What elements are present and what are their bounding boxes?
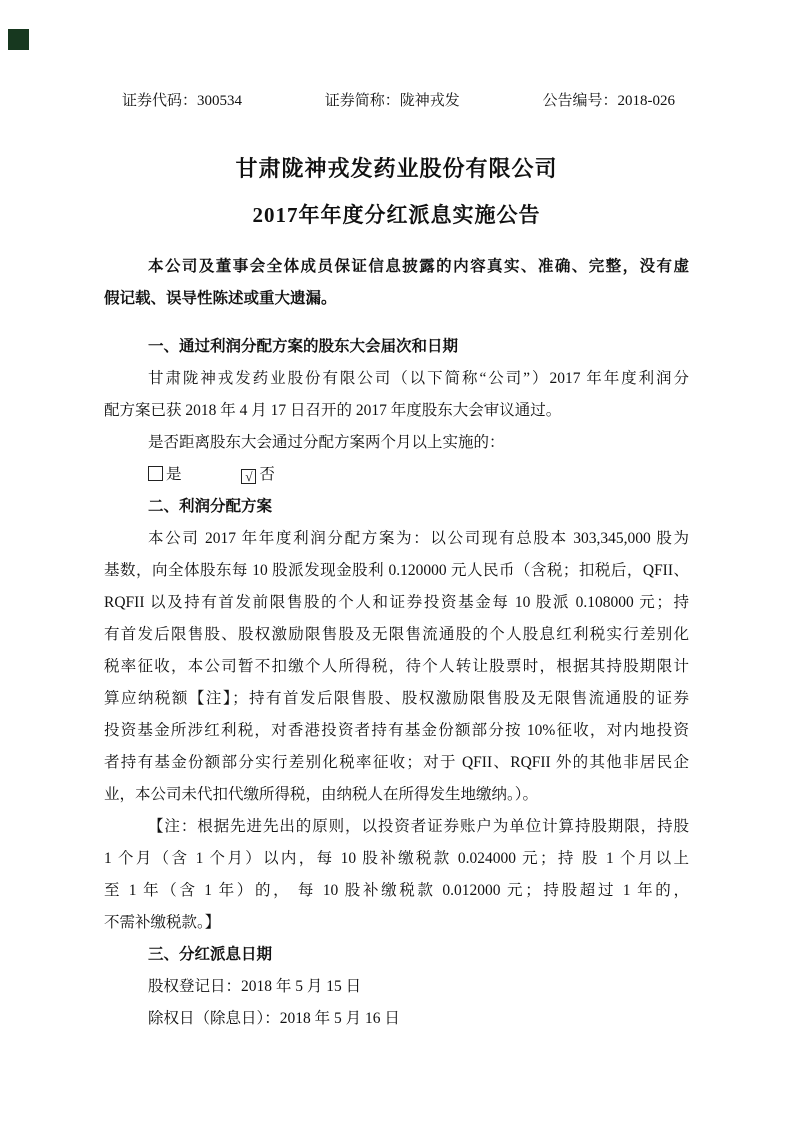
- text-line: 甘肃陇神戎发药业股份有限公司（以下简称“公司”）2017 年年度利润分: [148, 370, 689, 387]
- document-header: [104, 90, 689, 112]
- section2-heading: 二、利润分配方案: [148, 498, 273, 515]
- checkbox-no-checked: √: [241, 469, 256, 484]
- text-line: 算应纳税额【注】；持有首发后限售股、股权激励限售股及无限售流通股的证券: [104, 690, 689, 707]
- checkbox-yes-unchecked: [148, 466, 163, 481]
- question-line: 是否距离股东大会通过分配方案两个月以上实施的：: [148, 434, 505, 451]
- text-line: 业，本公司未代扣代缴所得税，由纳税人在所得发生地缴纳。）。: [104, 786, 539, 803]
- ex-dividend-date-line: 除权日（除息日）：2018 年 5 月 16 日: [148, 1010, 400, 1027]
- text-line: 1 个月（含 1 个月）以内，每 10 股补缴税款 0.024000 元；持 股 1 个月以上: [104, 850, 689, 867]
- text-line: 本公司 2017 年年度利润分配方案为：以公司现有总股本 303,345,000 股为: [148, 530, 689, 547]
- text-line: 有首发后限售股、股权激励限售股及无限售流通股的个人股息红利税实行差别化: [104, 626, 689, 643]
- text-line: 配方案已获 2018 年 4 月 17 日召开的 2017 年度股东大会审议通过。: [104, 402, 562, 419]
- section2-paragraph: [104, 523, 689, 811]
- company-title: 甘肃陇神戎发药业股份有限公司: [235, 156, 558, 181]
- checkbox-option-no: [241, 459, 275, 491]
- stock-code: 证券代码：300534: [122, 93, 243, 109]
- text-line: 基数，向全体股东每 10 股派发现金股利 0.120000 元人民币（含税；扣税后，QFII、: [104, 562, 689, 579]
- text-line: 【注：根据先进先出的原则，以投资者证券账户为单位计算持股期限，持股: [148, 818, 689, 835]
- announcement-title: 2017年年度分红派息实施公告: [252, 203, 541, 227]
- record-date-line: 股权登记日：2018 年 5 月 15 日: [148, 978, 362, 995]
- section1-paragraph: [104, 363, 689, 427]
- text-line: 税率征收，本公司暂不扣缴个人所得税，待个人转让股票时，根据其持股期限计: [104, 658, 689, 675]
- corner-marker: [8, 29, 29, 50]
- section1-heading: 一、通过利润分配方案的股东大会届次和日期: [148, 338, 459, 355]
- checkbox-row: [104, 459, 689, 491]
- section3-heading: 三、分红派息日期: [148, 946, 273, 963]
- declaration-paragraph: [104, 251, 689, 315]
- text-line: 者持有基金份额部分实行差别化税率征收；对于 QFII、RQFII 外的其他非居民企: [104, 754, 689, 771]
- text-line: 投资基金所涉红利税，对香港投资者持有基金份额部分按 10%征收，对内地投资: [104, 722, 689, 739]
- text-line: 假记载、误导性陈述或重大遗漏。: [104, 290, 337, 307]
- text-line: 本公司及董事会全体成员保证信息披露的内容真实、准确、完整，没有虚: [148, 258, 689, 275]
- checkbox-option-yes: [148, 459, 182, 491]
- announcement-number: 公告编号：2018-026: [542, 93, 675, 109]
- text-line: 不需补缴税款。】: [104, 914, 221, 931]
- checkbox-yes-label: 是: [166, 466, 182, 483]
- stock-short-name: 证券简称：陇神戎发: [324, 93, 460, 109]
- title-block: [104, 146, 689, 239]
- section2-note-paragraph: [104, 811, 689, 939]
- checkbox-no-label: 否: [259, 466, 275, 483]
- text-line: 至 1 年（含 1 年）的， 每 10 股补缴税款 0.012000 元；持股超过 1 年的，: [104, 882, 689, 899]
- text-line: RQFII 以及持有首发前限售股的个人和证券投资基金每 10 股派 0.108000 元；持: [104, 594, 689, 611]
